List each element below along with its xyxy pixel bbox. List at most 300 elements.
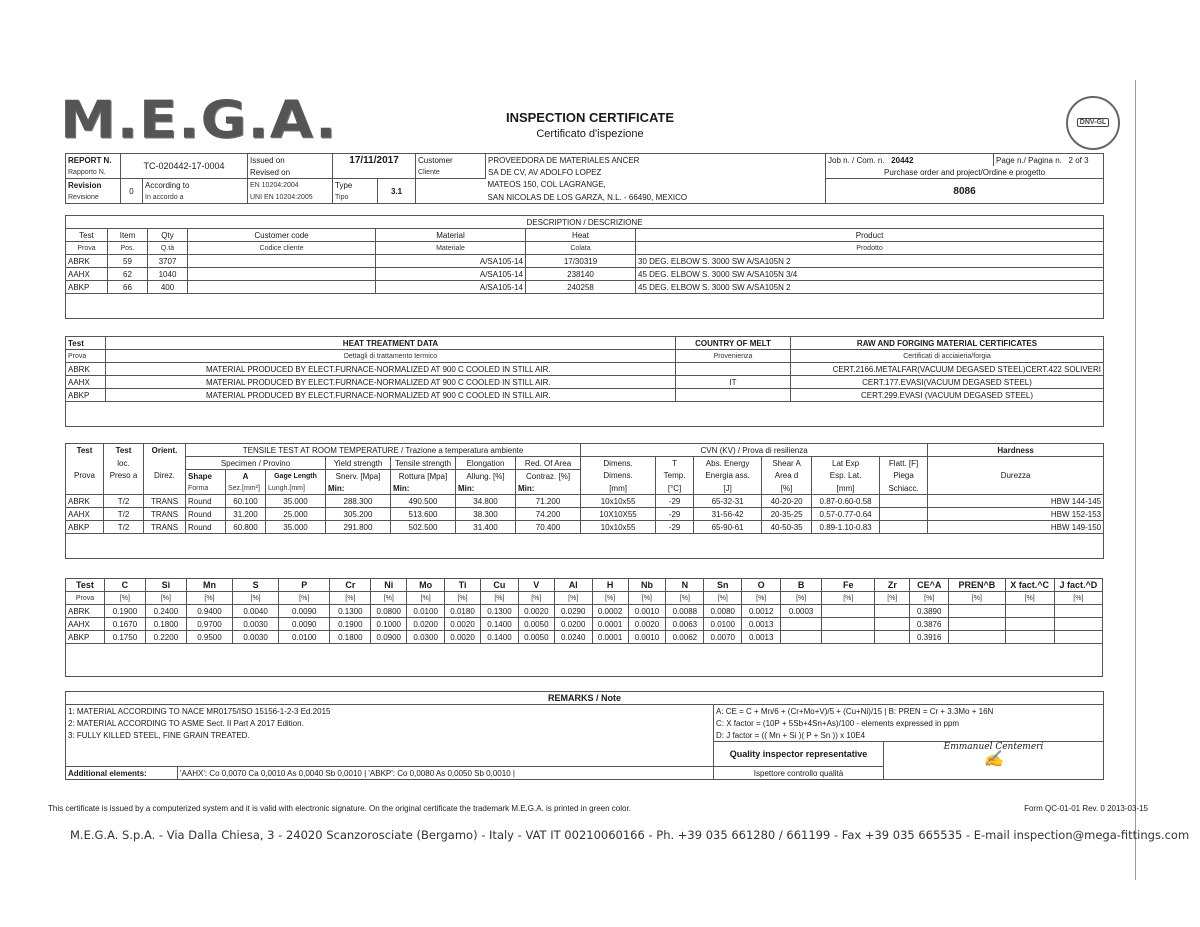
desc-h-product-it: Prodotto bbox=[636, 242, 1104, 255]
desc-heat: 238140 bbox=[526, 268, 636, 281]
desc-blank-row bbox=[66, 294, 1104, 319]
table-row bbox=[66, 605, 1103, 618]
chem-test: AAHX bbox=[66, 618, 105, 631]
mech-h-min-3: Min: bbox=[456, 482, 516, 495]
page-edge-line bbox=[1135, 80, 1136, 880]
mech-orient: TRANS bbox=[144, 495, 186, 508]
company-logo: M.E.G.A. bbox=[60, 90, 338, 151]
chem-value: 0.0001 bbox=[592, 631, 628, 644]
desc-h-heat: Heat bbox=[526, 229, 636, 242]
chem-value: 0.0013 bbox=[742, 618, 781, 631]
table-row bbox=[66, 255, 1104, 268]
mech-bend bbox=[880, 521, 928, 534]
remarks-blank bbox=[66, 742, 714, 767]
remarks-heading: REMARKS / Note bbox=[66, 692, 1104, 705]
table-row bbox=[66, 389, 1104, 402]
report-header-table bbox=[65, 153, 1104, 204]
ht-h-heading-it: Dettagli di trattamento termico bbox=[106, 350, 676, 363]
chem-value bbox=[1054, 618, 1102, 631]
customer-spacer-1 bbox=[416, 179, 486, 192]
mech-h-test: Test bbox=[66, 444, 104, 457]
formula-3: D: J factor = (( Mn + Si )( P + Sn )) x 10E4 bbox=[714, 729, 1104, 742]
chem-unit-13: [%] bbox=[592, 592, 628, 605]
mech-h-min-4: Min: bbox=[516, 482, 581, 495]
chem-value: 0.1900 bbox=[104, 605, 145, 618]
report-label: REPORT N. bbox=[66, 154, 121, 167]
type-label: Type bbox=[333, 179, 378, 192]
ht-text: MATERIAL PRODUCED BY ELECT.FURNACE-NORMALIZED AT 900 C COOLED IN STILL AIR. bbox=[106, 389, 676, 402]
chem-header-8: Mo bbox=[407, 579, 445, 592]
customer-line-1: PROVEEDORA DE MATERIALES ANCER bbox=[486, 154, 826, 167]
report-number: TC-020442-17-0004 bbox=[121, 154, 248, 179]
mech-shear: 40-50-35 bbox=[762, 521, 812, 534]
job-label: Job n. / Com. n. bbox=[828, 155, 885, 165]
chem-value: 0.0100 bbox=[407, 605, 445, 618]
chem-header-20: Zr bbox=[875, 579, 910, 592]
chem-value: 0.9700 bbox=[186, 618, 232, 631]
chem-value: 0.0070 bbox=[704, 631, 742, 644]
chem-test: ABRK bbox=[66, 605, 105, 618]
mech-test: ABKP bbox=[66, 521, 104, 534]
table-row bbox=[66, 495, 1104, 508]
desc-qty: 1040 bbox=[148, 268, 188, 281]
mech-h-test2: Test bbox=[104, 444, 144, 457]
mech-h-abs: Abs. Energy bbox=[694, 457, 762, 470]
mech-h-blank-4 bbox=[928, 482, 1104, 495]
chem-unit-14: [%] bbox=[628, 592, 666, 605]
desc-product: 45 DEG. ELBOW S. 3000 SW A/SA105N 3/4 bbox=[636, 268, 1104, 281]
chem-unit-11: [%] bbox=[518, 592, 554, 605]
chem-value: 0.2200 bbox=[145, 631, 186, 644]
revision-number: 0 bbox=[121, 179, 143, 204]
revision-label-it: Revisione bbox=[66, 191, 121, 204]
chem-value: 0.1400 bbox=[480, 618, 518, 631]
mech-red: 74.200 bbox=[516, 508, 581, 521]
chem-value: 0.1750 bbox=[104, 631, 145, 644]
ht-melt bbox=[676, 389, 791, 402]
chem-header-5: P bbox=[279, 579, 330, 592]
chem-unit-21: [%] bbox=[910, 592, 949, 605]
table-row bbox=[66, 268, 1104, 281]
page-label: Page n./ Pagina n. bbox=[996, 155, 1062, 165]
mech-tensile: 490.500 bbox=[391, 495, 456, 508]
mech-h-dimens-u: [mm] bbox=[581, 482, 656, 495]
mech-dim: 10x10x55 bbox=[581, 495, 656, 508]
customer-spacer-2 bbox=[416, 191, 486, 204]
mech-h-t: T bbox=[656, 457, 694, 470]
desc-h-qty-it: Q.tà bbox=[148, 242, 188, 255]
desc-h-test: Test bbox=[66, 229, 108, 242]
formula-1: A: CE = C + Mn/6 + (Cr+Mo+V)/5 + (Cu+Ni)/15 | B: PREN = Cr + 3.3Mo + 16N bbox=[714, 705, 1104, 718]
ht-text: MATERIAL PRODUCED BY ELECT.FURNACE-NORMALIZED AT 900 C COOLED IN STILL AIR. bbox=[106, 376, 676, 389]
mech-tensile: 502.500 bbox=[391, 521, 456, 534]
chem-value: 0.0001 bbox=[592, 618, 628, 631]
chem-unit-24: [%] bbox=[1054, 592, 1102, 605]
desc-test: ABKP bbox=[66, 281, 108, 294]
mech-h-abs-it: Energia ass. bbox=[694, 470, 762, 483]
chem-header-4: S bbox=[233, 579, 279, 592]
ht-h-melt-it: Provenienza bbox=[676, 350, 791, 363]
mech-dim: 10X10X55 bbox=[581, 508, 656, 521]
table-row bbox=[66, 376, 1104, 389]
chem-header-10: Cu bbox=[480, 579, 518, 592]
chem-value: 0.0030 bbox=[233, 631, 279, 644]
ht-text: MATERIAL PRODUCED BY ELECT.FURNACE-NORMALIZED AT 900 C COOLED IN STILL AIR. bbox=[106, 363, 676, 376]
ht-melt: IT bbox=[676, 376, 791, 389]
ht-test: ABKP bbox=[66, 389, 106, 402]
mech-h-durezza: Durezza bbox=[928, 470, 1104, 483]
chem-unit-10: [%] bbox=[480, 592, 518, 605]
according-label: According to bbox=[143, 179, 248, 192]
mech-h-yield: Yield strength bbox=[326, 457, 391, 470]
desc-product: 30 DEG. ELBOW S. 3000 SW A/SA105N 2 bbox=[636, 255, 1104, 268]
chem-value: 0.0090 bbox=[279, 605, 330, 618]
desc-item: 62 bbox=[108, 268, 148, 281]
chem-value: 0.1000 bbox=[371, 618, 407, 631]
mech-h-latexp-it: Esp. Lat. bbox=[812, 470, 880, 483]
mech-a: 31.200 bbox=[226, 508, 266, 521]
chem-value: 0.2400 bbox=[145, 605, 186, 618]
mech-a: 60.800 bbox=[226, 521, 266, 534]
desc-heat: 240258 bbox=[526, 281, 636, 294]
chem-value: 0.3876 bbox=[910, 618, 949, 631]
mech-hardness: HBW 152-153 bbox=[928, 508, 1104, 521]
mech-h-tensile: TENSILE TEST AT ROOM TEMPERATURE / Trazione a temperatura ambiente bbox=[186, 444, 581, 457]
table-row bbox=[66, 363, 1104, 376]
chem-value bbox=[1005, 605, 1054, 618]
chem-unit-18: [%] bbox=[781, 592, 822, 605]
chem-test: ABKP bbox=[66, 631, 105, 644]
chem-unit-16: [%] bbox=[704, 592, 742, 605]
chem-value: 0.0100 bbox=[704, 618, 742, 631]
chem-value: 0.0020 bbox=[518, 605, 554, 618]
description-heading: DESCRIPTION / DESCRIZIONE bbox=[66, 216, 1104, 229]
po-number: 8086 bbox=[826, 179, 1104, 204]
job-number: 20442 bbox=[891, 155, 914, 165]
chem-value: 0.0180 bbox=[445, 605, 481, 618]
chem-value: 0.0062 bbox=[666, 631, 704, 644]
desc-h-customer-code-it: Codice cliente bbox=[188, 242, 376, 255]
desc-material: A/SA105-14 bbox=[376, 281, 526, 294]
mech-abs: 65-90-61 bbox=[694, 521, 762, 534]
chem-value: 0.0050 bbox=[518, 618, 554, 631]
page-number: 2 of 3 bbox=[1068, 155, 1089, 165]
chem-value: 0.3890 bbox=[910, 605, 949, 618]
customer-line-3: MATEOS 150, COL LAGRANGE, bbox=[487, 180, 606, 190]
ht-h-test-it: Prova bbox=[66, 350, 106, 363]
mech-test: AAHX bbox=[66, 508, 104, 521]
chem-header-6: Cr bbox=[330, 579, 371, 592]
mech-test: ABRK bbox=[66, 495, 104, 508]
mech-h-abs-u: [J] bbox=[694, 482, 762, 495]
dnv-gl-seal-icon bbox=[1066, 96, 1120, 150]
chem-value: 0.0800 bbox=[371, 605, 407, 618]
chem-value: 0.0012 bbox=[742, 605, 781, 618]
chem-value bbox=[949, 605, 1005, 618]
mech-elong: 34.800 bbox=[456, 495, 516, 508]
ht-h-test: Test bbox=[66, 337, 106, 350]
desc-h-heat-it: Colata bbox=[526, 242, 636, 255]
type-value: 3.1 bbox=[378, 179, 416, 204]
mech-h-blank-2 bbox=[104, 482, 144, 495]
mech-h-tensile-strength: Tensile strength bbox=[391, 457, 456, 470]
mech-yield: 291.800 bbox=[326, 521, 391, 534]
chem-value: 0.0002 bbox=[592, 605, 628, 618]
chem-value: 0.0900 bbox=[371, 631, 407, 644]
chem-value: 0.1900 bbox=[330, 618, 371, 631]
mech-temp: -29 bbox=[656, 508, 694, 521]
chem-value bbox=[949, 631, 1005, 644]
chem-value bbox=[822, 605, 875, 618]
signature-mark-icon: ✍ bbox=[983, 749, 1004, 768]
mech-yield: 305.200 bbox=[326, 508, 391, 521]
mech-h-direz: Direz. bbox=[144, 470, 186, 483]
mech-h-schiacc: Schiacc. bbox=[880, 482, 928, 495]
revised-date bbox=[333, 166, 416, 179]
desc-customer-code bbox=[188, 268, 376, 281]
chem-header-0: Test bbox=[66, 579, 105, 592]
inspector-label: Quality inspector representative bbox=[714, 742, 884, 767]
chem-header-3: Mn bbox=[186, 579, 232, 592]
chem-unit-2: [%] bbox=[145, 592, 186, 605]
chem-unit-6: [%] bbox=[330, 592, 371, 605]
ht-cert: CERT.299.EVASI (VACUUM DEGASED STEEL) bbox=[791, 389, 1104, 402]
chem-header-22: PREN^B bbox=[949, 579, 1005, 592]
chem-value: 0.1800 bbox=[330, 631, 371, 644]
chem-value: 0.1300 bbox=[480, 605, 518, 618]
mech-tensile: 513.600 bbox=[391, 508, 456, 521]
chem-unit-7: [%] bbox=[371, 592, 407, 605]
desc-h-item-it: Pos. bbox=[108, 242, 148, 255]
chem-header-17: O bbox=[742, 579, 781, 592]
mech-h-lungh: Lungh.[mm] bbox=[266, 482, 326, 495]
chem-value bbox=[1005, 618, 1054, 631]
chem-value: 0.0010 bbox=[628, 605, 666, 618]
chem-value: 0.0040 bbox=[233, 605, 279, 618]
mech-lat: 0.57-0.77-0.64 bbox=[812, 508, 880, 521]
desc-h-qty: Qty bbox=[148, 229, 188, 242]
mech-h-gage: Gage Length bbox=[266, 470, 326, 483]
ht-test: AAHX bbox=[66, 376, 106, 389]
chem-unit-0: Prova bbox=[66, 592, 105, 605]
chem-header-11: V bbox=[518, 579, 554, 592]
additional-label: Additional elements: bbox=[66, 767, 178, 780]
chem-unit-20: [%] bbox=[875, 592, 910, 605]
mech-shape: Round bbox=[186, 521, 226, 534]
chem-value: 0.0020 bbox=[628, 618, 666, 631]
desc-h-material-it: Materiale bbox=[376, 242, 526, 255]
table-row bbox=[66, 618, 1103, 631]
desc-item: 66 bbox=[108, 281, 148, 294]
chem-header-7: Ni bbox=[371, 579, 407, 592]
chem-value: 0.0100 bbox=[279, 631, 330, 644]
mech-temp: -29 bbox=[656, 495, 694, 508]
chem-value: 0.1300 bbox=[330, 605, 371, 618]
chem-value: 0.9400 bbox=[186, 605, 232, 618]
revised-label: Revised on bbox=[248, 166, 333, 179]
page-block bbox=[994, 154, 1104, 167]
chem-value: 0.1400 bbox=[480, 631, 518, 644]
mech-h-red: Red. Of Area bbox=[516, 457, 581, 470]
mech-h-blank-3 bbox=[144, 482, 186, 495]
mech-h-dimens-it: Dimens. bbox=[581, 470, 656, 483]
mech-h-shear: Shear A bbox=[762, 457, 812, 470]
heat-treatment-table bbox=[65, 336, 1104, 427]
desc-test: AAHX bbox=[66, 268, 108, 281]
desc-h-item: Item bbox=[108, 229, 148, 242]
chem-header-9: Ti bbox=[445, 579, 481, 592]
mech-hardness: HBW 144-145 bbox=[928, 495, 1104, 508]
chem-header-12: Al bbox=[554, 579, 592, 592]
desc-h-product: Product bbox=[636, 229, 1104, 242]
desc-test: ABRK bbox=[66, 255, 108, 268]
formula-2: C: X factor = (10P + 5Sb+4Sn+As)/100 - elements expressed in ppm bbox=[714, 717, 1104, 729]
mech-h-orient-spacer bbox=[144, 457, 186, 470]
remark-note-1: 1: MATERIAL ACCORDING TO NACE MR0175/ISO 15156-1-2-3 Ed.2015 bbox=[66, 705, 714, 718]
chem-header-2: Si bbox=[145, 579, 186, 592]
desc-qty: 400 bbox=[148, 281, 188, 294]
ht-h-raw-it: Certificati di acciaieria/forgia bbox=[791, 350, 1104, 363]
inspector-name: Emmanuel Centemeri bbox=[943, 742, 1044, 752]
mech-abs: 65-32-31 bbox=[694, 495, 762, 508]
chem-value: 0.0063 bbox=[666, 618, 704, 631]
chem-value: 0.1800 bbox=[145, 618, 186, 631]
chem-value: 0.9500 bbox=[186, 631, 232, 644]
mech-h-hardness-spacer bbox=[928, 457, 1104, 470]
chem-unit-4: [%] bbox=[233, 592, 279, 605]
mech-h-a: A bbox=[226, 470, 266, 483]
chem-value bbox=[875, 631, 910, 644]
desc-h-customer-code: Customer code bbox=[188, 229, 376, 242]
seal-label: DNV-GL bbox=[1077, 118, 1109, 127]
footer-note: This certificate is issued by a computerized system and it is valid with electronic signature. On the original certificate the trademark M.E.G.A. is printed in green color. bbox=[48, 804, 631, 813]
ht-cert: CERT.177.EVASI(VACUUM DEGASED STEEL) bbox=[791, 376, 1104, 389]
mech-dim: 10x10x55 bbox=[581, 521, 656, 534]
chem-value bbox=[1054, 631, 1102, 644]
chem-value: 0.0030 bbox=[233, 618, 279, 631]
mech-h-shear-u: [%] bbox=[762, 482, 812, 495]
po-label: Purchase order and project/Ordine e progetto bbox=[826, 166, 1104, 179]
chem-value: 0.1670 bbox=[104, 618, 145, 631]
mech-h-blank-1 bbox=[66, 482, 104, 495]
chem-value bbox=[781, 631, 822, 644]
mech-blank-row bbox=[66, 534, 1104, 559]
desc-qty: 3707 bbox=[148, 255, 188, 268]
mech-h-contraz: Contraz. [%] bbox=[516, 470, 581, 483]
mech-h-test-spacer bbox=[66, 457, 104, 470]
mech-gage: 35.000 bbox=[266, 495, 326, 508]
chem-value: 0.0020 bbox=[445, 618, 481, 631]
report-label-it: Rapporto N. bbox=[66, 166, 121, 179]
additional-text: 'AAHX': Co 0,0070 Ca 0,0010 As 0,0040 Sb 0,0010 | 'ABKP': Co 0,0080 As 0,0050 Sb 0,0010 | bbox=[178, 767, 714, 780]
mech-h-orient: Orient. bbox=[144, 444, 186, 457]
customer-line-2: SA DE CV, AV ADOLFO LOPEZ bbox=[488, 167, 602, 177]
chem-header-18: B bbox=[781, 579, 822, 592]
mech-h-prova: Prova bbox=[66, 470, 104, 483]
certificate-title: INSPECTION CERTIFICATE bbox=[505, 110, 675, 125]
according-standard-1: EN 10204:2004 bbox=[248, 179, 333, 192]
mech-loc: T/2 bbox=[104, 508, 144, 521]
chem-value: 0.0013 bbox=[742, 631, 781, 644]
mech-hardness: HBW 149-150 bbox=[928, 521, 1104, 534]
chem-header-21: CE^A bbox=[910, 579, 949, 592]
table-row bbox=[66, 508, 1104, 521]
chem-value: 0.0003 bbox=[781, 605, 822, 618]
chem-unit-23: [%] bbox=[1005, 592, 1054, 605]
mech-h-allung: Allung. [%] bbox=[456, 470, 516, 483]
chem-header-24: J fact.^D bbox=[1054, 579, 1102, 592]
chem-header-16: Sn bbox=[704, 579, 742, 592]
chem-value: 0.0200 bbox=[554, 618, 592, 631]
remarks-table bbox=[65, 691, 1104, 780]
chem-value bbox=[822, 631, 875, 644]
according-standard-2: UNI EN 10204:2005 bbox=[248, 191, 333, 204]
chem-header-14: Nb bbox=[628, 579, 666, 592]
job-block bbox=[826, 154, 994, 167]
revision-label: Revision bbox=[66, 179, 121, 192]
mech-orient: TRANS bbox=[144, 521, 186, 534]
desc-h-material: Material bbox=[376, 229, 526, 242]
chem-value bbox=[781, 618, 822, 631]
mech-h-piega: Piega bbox=[880, 470, 928, 483]
mech-abs: 31-56-42 bbox=[694, 508, 762, 521]
mech-h-temp: Temp. bbox=[656, 470, 694, 483]
desc-h-test-it: Prova bbox=[66, 242, 108, 255]
chem-value bbox=[822, 618, 875, 631]
chem-unit-12: [%] bbox=[554, 592, 592, 605]
chem-value bbox=[1005, 631, 1054, 644]
inspector-signature bbox=[884, 742, 1104, 780]
mech-h-rott: Rottura [Mpa] bbox=[391, 470, 456, 483]
ht-melt bbox=[676, 363, 791, 376]
mech-loc: T/2 bbox=[104, 495, 144, 508]
chem-header-23: X fact.^C bbox=[1005, 579, 1054, 592]
chem-value bbox=[949, 618, 1005, 631]
mech-shear: 20-35-25 bbox=[762, 508, 812, 521]
chem-unit-15: [%] bbox=[666, 592, 704, 605]
chem-unit-5: [%] bbox=[279, 592, 330, 605]
mech-h-cvn: CVN (KV) / Prova di resilienza bbox=[581, 444, 928, 457]
chem-header-15: N bbox=[666, 579, 704, 592]
mech-lat: 0.87-0.60-0.58 bbox=[812, 495, 880, 508]
chem-header-13: H bbox=[592, 579, 628, 592]
mech-h-snerv: Snerv. [Mpa] bbox=[326, 470, 391, 483]
mech-shape: Round bbox=[186, 508, 226, 521]
chem-unit-19: [%] bbox=[822, 592, 875, 605]
table-row bbox=[66, 631, 1103, 644]
chem-header-19: Fe bbox=[822, 579, 875, 592]
mech-temp: -29 bbox=[656, 521, 694, 534]
mech-h-latexp: Lat Exp bbox=[812, 457, 880, 470]
mech-h-min-1: Min: bbox=[326, 482, 391, 495]
desc-item: 59 bbox=[108, 255, 148, 268]
issued-label: Issued on bbox=[248, 154, 333, 167]
mech-h-elong: Elongation bbox=[456, 457, 516, 470]
customer-label-it: Cliente bbox=[416, 166, 486, 179]
table-row bbox=[66, 521, 1104, 534]
inspector-label-it: Ispettore controllo qualità bbox=[714, 767, 884, 780]
table-row bbox=[66, 281, 1104, 294]
chem-unit-1: [%] bbox=[104, 592, 145, 605]
chem-value: 0.0300 bbox=[407, 631, 445, 644]
mech-h-forma: Forma bbox=[186, 482, 226, 495]
certificate-subtitle: Certificato d'ispezione bbox=[536, 128, 644, 140]
mech-lat: 0.89-1.10-0.83 bbox=[812, 521, 880, 534]
mech-h-flatt: Flatt. [F] bbox=[880, 457, 928, 470]
remark-note-2: 2: MATERIAL ACCORDING TO ASME Sect. II Part A 2017 Edition. bbox=[66, 717, 714, 729]
chem-value: 0.0010 bbox=[628, 631, 666, 644]
chem-value: 0.0290 bbox=[554, 605, 592, 618]
